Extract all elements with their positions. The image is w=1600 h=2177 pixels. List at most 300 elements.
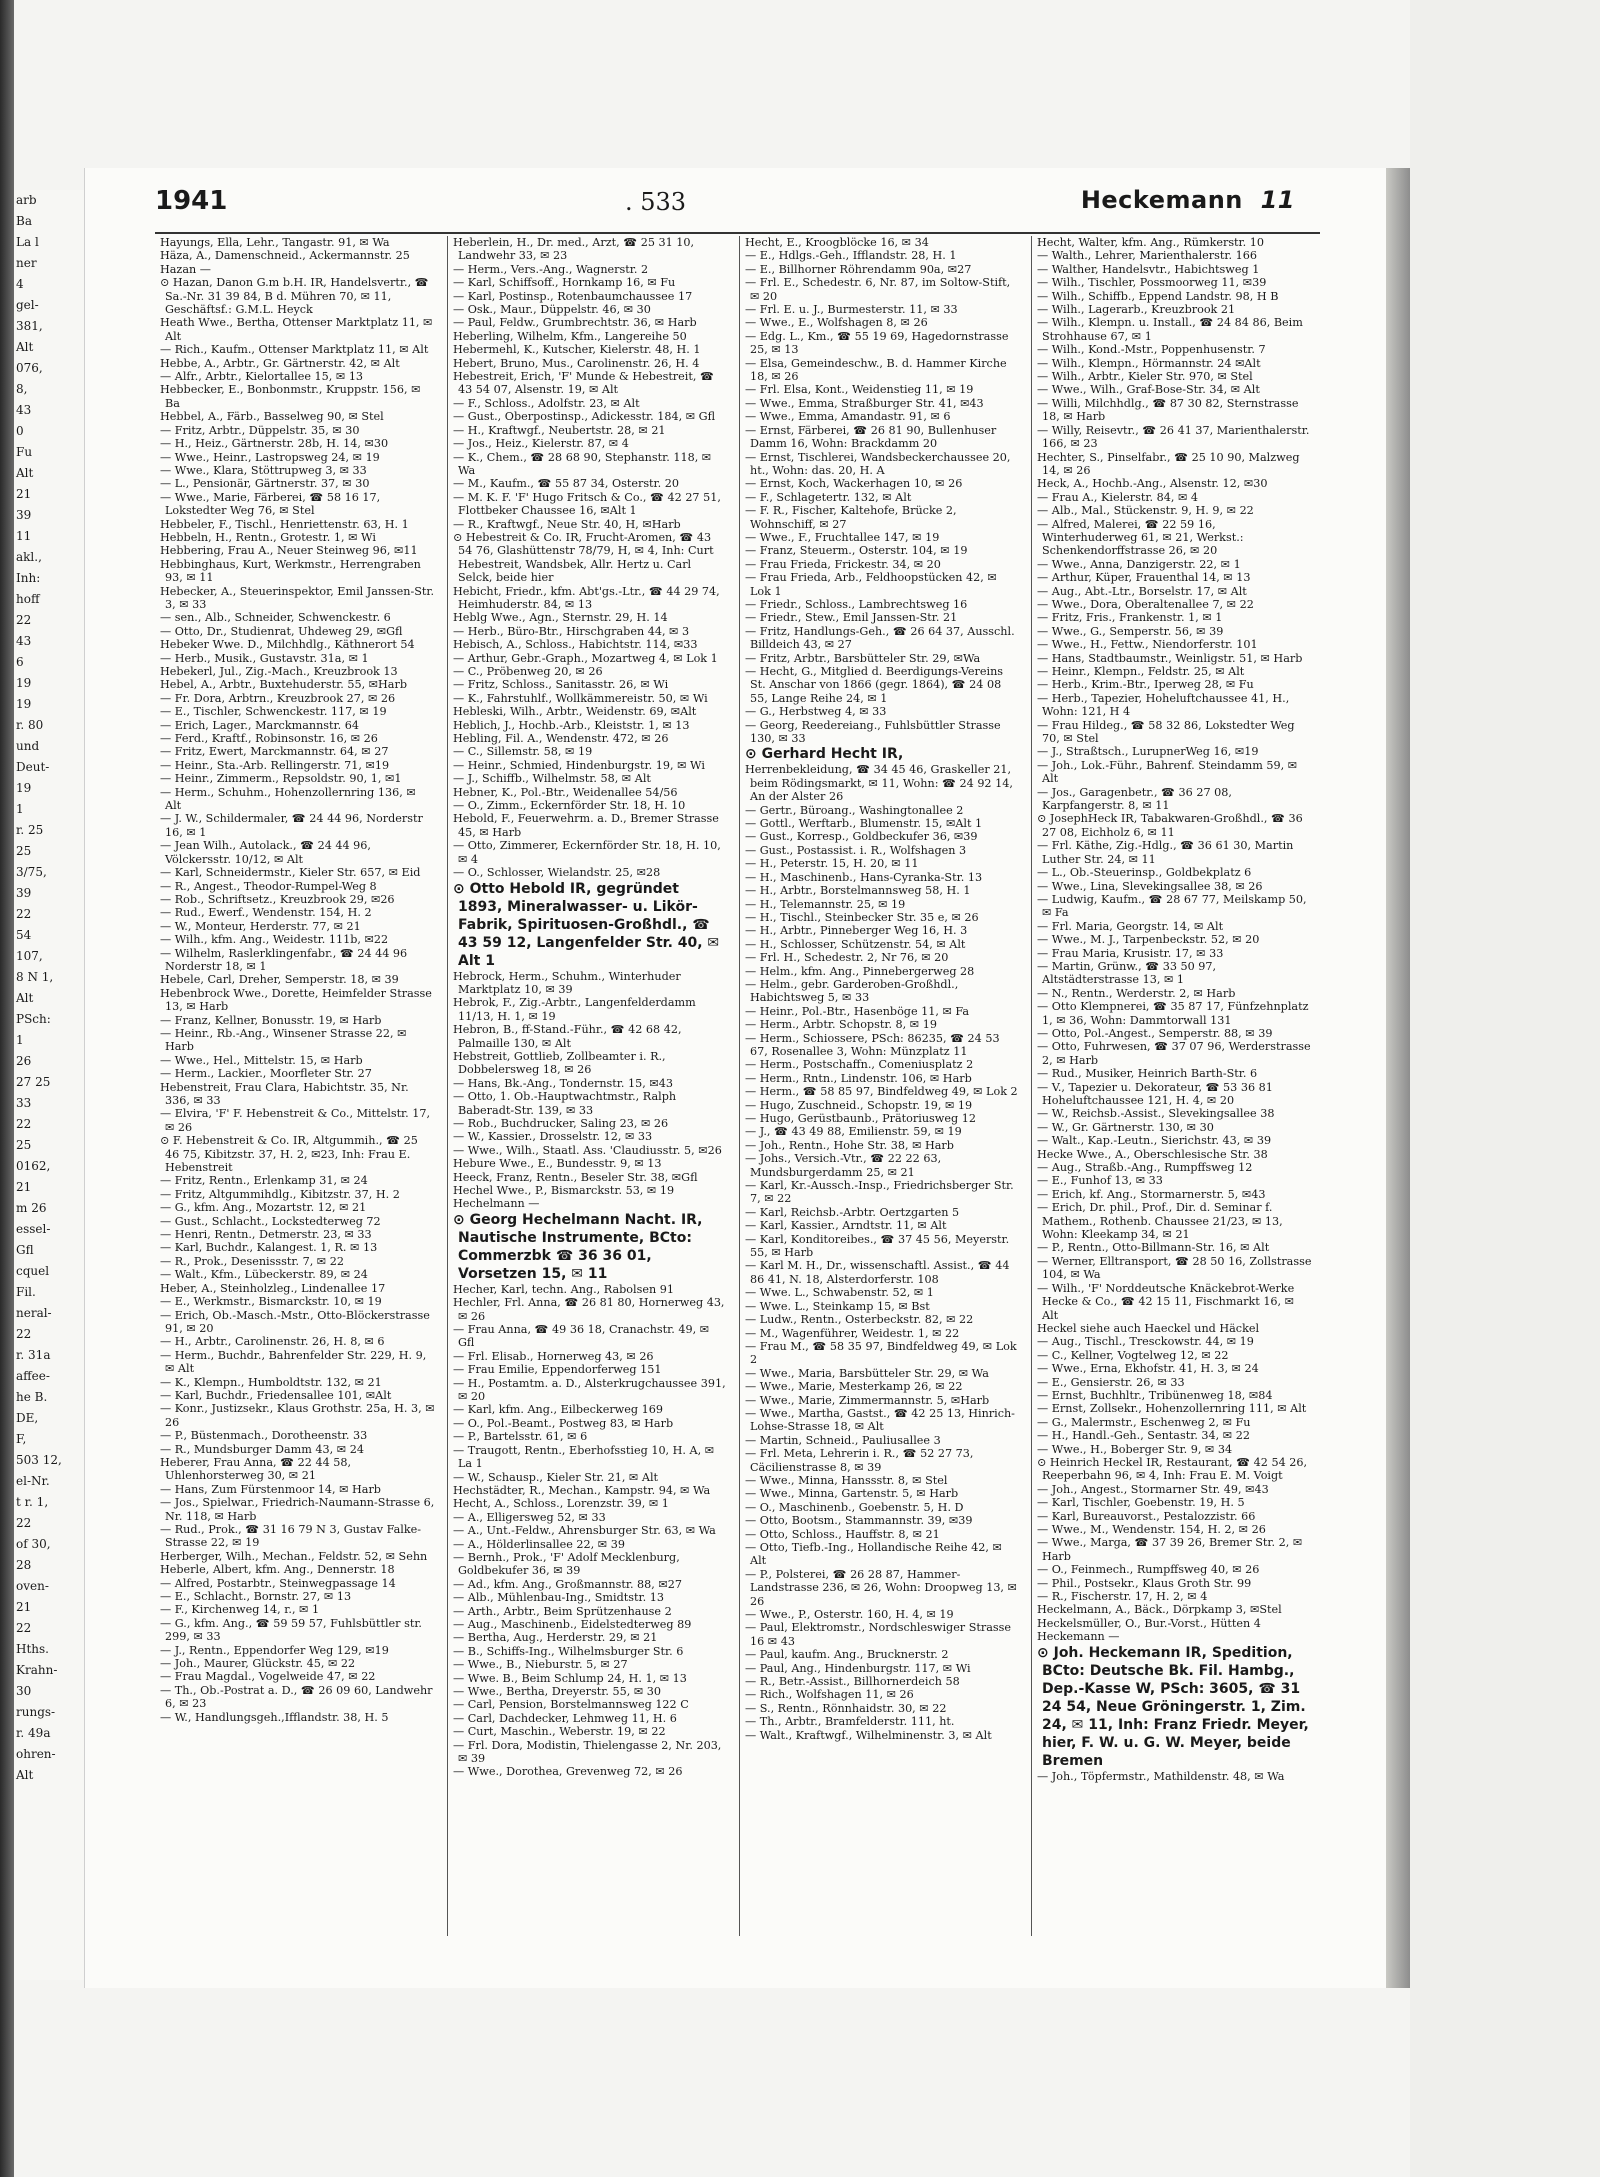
directory-entry: — S., Rentn., Rönnhaidstr. 30, ✉ 22 <box>745 1701 947 1715</box>
directory-entry: — K., Klempn., Humboldtstr. 132, ✉ 21 <box>160 1375 382 1389</box>
gutter-fragment: Deut- <box>16 760 50 774</box>
directory-entry: — Wwe., G., Semperstr. 56, ✉ 39 <box>1037 624 1224 638</box>
directory-entry: — Wwe., Emma, Straßburger Str. 41, ✉43 <box>745 396 984 410</box>
directory-entry: — Curt, Maschin., Weberstr. 19, ✉ 22 <box>453 1725 666 1739</box>
directory-entry: Heath Wwe., Bertha, Ottenser Marktplatz 11, ✉ Alt <box>160 316 433 343</box>
directory-entry: — O., Feinmech., Rumpffsweg 40, ✉ 26 <box>1037 1563 1260 1577</box>
directory-entry: Hebicht, Friedr., kfm. Abt'gs.-Ltr., ☎ 44 29 74, Heimhuderstr. 84, ✉ 13 <box>453 584 720 611</box>
directory-entry: — Fritz, Schloss., Sanitasstr. 26, ✉ Wi <box>453 678 669 692</box>
directory-entry: — Wilh., Schiffb., Eppend Landstr. 98, H B <box>1037 289 1279 303</box>
directory-entry: — Herm., Rntn., Lindenstr. 106, ✉ Harb <box>745 1071 972 1085</box>
directory-entry: — Herm., Schuhm., Hohenzollernring 136, ✉ Alt <box>160 785 416 813</box>
directory-entry: — E., Funhof 13, ✉ 33 <box>1037 1174 1163 1188</box>
gutter-fragment: 21 <box>16 1600 32 1614</box>
directory-entry: — Th., Ob.-Postrat a. D., ☎ 26 09 60, Landwehr 6, ✉ 23 <box>160 1683 433 1711</box>
directory-entry: — Frl. E., Schedestr. 6, Nr. 87, im Soltow-Stift, ✉ 20 <box>745 276 1011 303</box>
directory-entry: Hecht, Walter, kfm. Ang., Rümkerstr. 10 <box>1037 236 1265 249</box>
directory-entry: — Wilh., 'F' Norddeutsche Knäckebrot-Werke Hecke & Co., ☎ 42 15 11, Fischmarkt 16, ✉ Alt <box>1037 1281 1295 1322</box>
directory-entry: — Hans, Stadtbaumstr., Weinligstr. 51, ✉ Harb <box>1037 651 1303 665</box>
directory-entry: — Frl. Maria, Georgstr. 14, ✉ Alt <box>1037 919 1224 933</box>
directory-entry: Hebbe, A., Arbtr., Gr. Gärtnerstr. 42, ✉ Alt <box>160 356 400 370</box>
directory-entry: Hecht, E., Kroogblöcke 16, ✉ 34 <box>745 236 929 249</box>
directory-entry: — Friedr., Schloss., Lambrechtsweg 16 <box>745 597 968 611</box>
directory-entry: — Wwe. L., Schwabenstr. 52, ✉ 1 <box>745 1286 934 1300</box>
directory-entry: — Paul, Feldw., Grumbrechtstr. 36, ✉ Harb <box>453 316 697 330</box>
column-2 <box>447 236 732 1936</box>
directory-entry: — Fritz, Fris., Frankenstr. 1, ✉ 1 <box>1037 611 1223 625</box>
directory-entry: — Otto, Tiefb.-Ing., Hollandische Reihe 42, ✉ Alt <box>745 1541 1002 1568</box>
directory-entry: Häza, A., Damenschneid., Ackermannstr. 25 <box>160 249 410 263</box>
directory-entry: — Erich, Ob.-Masch.-Mstr., Otto-Blöckerstrasse 91, ✉ 20 <box>160 1308 430 1335</box>
directory-entry: — Wwe. L., Steinkamp 15, ✉ Bst <box>745 1299 930 1313</box>
gutter-fragment: arb <box>16 193 37 207</box>
directory-entry: — Herm., ☎ 58 85 97, Bindfeldweg 49, ✉ Lok 2 <box>745 1085 1018 1099</box>
directory-entry: — Arth., Arbtr., Beim Sprützenhause 2 <box>453 1604 672 1618</box>
directory-entry: Hebling, Fil. A., Wendenstr. 472, ✉ 26 <box>453 732 669 746</box>
gutter-fragment: 0162, <box>16 1159 51 1173</box>
directory-entry: — Ernst, Koch, Wackerhagen 10, ✉ 26 <box>745 477 963 491</box>
directory-entry: Heberling, Wilhelm, Kfm., Langereihe 50 <box>453 329 687 343</box>
directory-entry: — F., Schloss., Adolfstr. 23, ✉ Alt <box>453 396 640 410</box>
directory-entry: — Ad., kfm. Ang., Großmannstr. 88, ✉27 <box>453 1577 683 1591</box>
directory-entry: ⊙ Joh. Heckemann IR, Spedition, BCto: Deutsche Bk. Fil. Hambg., Dep.-Kasse W, PSch: 3605, ☎ 31 24 54, Neue Gröningerstr. 1, Zim. 24, ✉ 11, Inh: Franz Friedr. Meyer, hier, F. W. u. G. W. Meyer, beide Bremen <box>1037 1644 1309 1769</box>
directory-entry: — Wilh., Arbtr., Kieler Str. 970, ✉ Stel <box>1037 370 1253 384</box>
scan-edge <box>0 0 14 2177</box>
directory-entry: — Friedr., Stew., Emil Janssen-Str. 21 <box>745 611 958 625</box>
directory-entry: Heberer, Frau Anna, ☎ 22 44 58, Uhlenhorsterweg 30, ✉ 21 <box>160 1455 352 1483</box>
directory-entry: Hebestreit, Erich, 'F' Munde & Hebestreit, ☎ 43 54 07, Alsenstr. 19, ✉ Alt <box>453 370 714 397</box>
directory-entry: — W., Reichsb.-Assist., Slevekingsallee 38 <box>1037 1107 1275 1121</box>
gutter-fragment: und <box>16 739 40 753</box>
directory-entry: — Karl, Bureauvorst., Pestalozzistr. 66 <box>1037 1509 1256 1523</box>
gutter-fragment: 39 <box>16 886 32 900</box>
directory-entry: — Elvira, 'F' F. Hebenstreit & Co., Mittelstr. 17, ✉ 26 <box>160 1107 431 1134</box>
gutter-fragment: ner <box>16 256 37 270</box>
gutter-fragment: rungs- <box>16 1705 56 1719</box>
directory-entry: — Erich, kf. Ang., Stormarnerstr. 5, ✉43 <box>1037 1187 1266 1201</box>
directory-entry: — Gust., Korresp., Goldbeckufer 36, ✉39 <box>745 830 978 844</box>
gutter-fragment: ohren- <box>16 1747 56 1761</box>
directory-entry: Hecke Wwe., A., Oberschlesische Str. 38 <box>1037 1147 1268 1161</box>
directory-entry: — R., Mundsburger Damm 43, ✉ 24 <box>160 1442 364 1456</box>
directory-entry: — Otto, Dr., Studienrat, Uhdeweg 29, ✉Gfl <box>160 624 403 638</box>
directory-entry: — N., Rentn., Werderstr. 2, ✉ Harb <box>1037 986 1236 1000</box>
directory-entry: — Frau A., Kielerstr. 84, ✉ 4 <box>1037 490 1198 504</box>
directory-entry: — H., Handl.-Geh., Sentastr. 34, ✉ 22 <box>1037 1429 1250 1443</box>
directory-entry: — Heinr., Pol.-Btr., Hasenböge 11, ✉ Fa <box>745 1004 970 1018</box>
directory-entry: — Aug., Maschinenb., Eidelstedterweg 89 <box>453 1617 692 1631</box>
directory-entry: Heck, A., Hochb.-Ang., Alsenstr. 12, ✉30 <box>1037 477 1268 491</box>
directory-entry: — Wilh., Klempn., Hörmannstr. 24 ✉Alt <box>1037 356 1261 370</box>
directory-entry: — Ludw., Rentn., Osterbeckstr. 82, ✉ 22 <box>745 1313 974 1327</box>
gutter-fragment: 6 <box>16 655 24 669</box>
directory-entry: — K., Fahrstuhlf., Wollkämmereistr. 50, ✉ Wi <box>453 691 708 705</box>
directory-entry: — Paul, Elektromstr., Nordschleswiger Strasse 16 ✉ 43 <box>745 1621 1011 1648</box>
gutter-fragment: 54 <box>16 928 32 942</box>
directory-entry: — R., Betr.-Assist., Billhornerdeich 58 <box>745 1675 960 1689</box>
gutter-fragment: he B. <box>16 1390 48 1404</box>
directory-entry: Hebbecker, E., Bonbonmstr., Kruppstr. 156, ✉ Ba <box>160 383 421 410</box>
directory-entry: — R., Kraftwgf., Neue Str. 40, H, ✉Harb <box>453 517 681 531</box>
directory-entry: — Phil., Postsekr., Klaus Groth Str. 99 <box>1037 1576 1252 1590</box>
gutter-fragment: cquel <box>16 1264 50 1278</box>
directory-entry: — Walther, Handelsvtr., Habichtsweg 1 <box>1037 262 1260 276</box>
gutter-fragment: 8 N 1, <box>16 970 54 984</box>
directory-entry: — Herb., Tapezier, Hoheluftchaussee 41, H., Wohn: 121, H 4 <box>1037 691 1290 719</box>
directory-entry: — Karl, Kassier., Arndtstr. 11, ✉ Alt <box>745 1219 947 1233</box>
page-header <box>155 186 1315 226</box>
directory-entry: — R., Angest., Theodor-Rumpel-Weg 8 <box>160 879 377 893</box>
gutter-fragment: hoff <box>16 592 40 606</box>
directory-entry: — Th., Arbtr., Bramfelderstr. 111, ht. <box>745 1715 955 1729</box>
directory-entry: — Paul, Ang., Hindenburgstr. 117, ✉ Wi <box>745 1661 971 1675</box>
directory-entry: — Fritz, Arbtr., Düppelstr. 35, ✉ 30 <box>160 423 360 437</box>
directory-entry: — P., Büstenmach., Dorotheenstr. 33 <box>160 1429 368 1443</box>
directory-entry: — C., Pröbenweg 20, ✉ 26 <box>453 665 603 678</box>
directory-entry: — Wwe., B., Nieburstr. 5, ✉ 27 <box>453 1658 628 1672</box>
directory-entry: — Rud., Musiker, Heinrich Barth-Str. 6 <box>1037 1067 1258 1081</box>
gutter-fragment: 39 <box>16 508 32 522</box>
directory-entry: — Rud., Ewerf., Wendenstr. 154, H. 2 <box>160 906 372 920</box>
directory-entry: — Walt., Kap.-Leutn., Sierichstr. 43, ✉ 39 <box>1037 1134 1272 1148</box>
directory-entry: — Gertr., Büroang., Washingtonallee 2 <box>745 803 964 817</box>
gutter-fragment: t r. 1, <box>16 1495 49 1509</box>
directory-entry: — Herm., Arbtr. Schopstr. 8, ✉ 19 <box>745 1018 937 1032</box>
directory-entry: — J. W., Schildermaler, ☎ 24 44 96, Norderstr 16, ✉ 1 <box>160 812 423 839</box>
directory-entry: — Karl, Tischler, Goebenstr. 19, H. 5 <box>1037 1496 1245 1510</box>
directory-entry: — W., Handlungsgeh.,Ifflandstr. 38, H. 5 <box>160 1710 389 1724</box>
column-3 <box>739 236 1024 1936</box>
gutter-fragment: Alt <box>16 466 34 480</box>
directory-entry: — Fr. Dora, Arbtrn., Kreuzbrook 27, ✉ 26 <box>160 691 396 705</box>
gutter-fragment: r. 80 <box>16 718 44 732</box>
directory-entry: — Herm., Vers.-Ang., Wagnerstr. 2 <box>453 262 649 276</box>
directory-entry: — Wwe., Wilh., Staatl. Ass. 'Claudiusstr. 5, ✉26 <box>453 1143 722 1157</box>
directory-entry: — Joh., Angest., Stormarner Str. 49, ✉43 <box>1037 1482 1269 1496</box>
directory-entry: ⊙ Heinrich Heckel IR, Restaurant, ☎ 42 54 26, Reeperbahn 96, ✉ 4, Inh: Frau E. M. Voigt <box>1037 1455 1308 1483</box>
directory-entry: — Frau Frieda, Arb., Feldhoopstücken 42, ✉ Lok 1 <box>745 571 997 598</box>
directory-entry: — Otto, Pol.-Angest., Semperstr. 88, ✉ 39 <box>1037 1026 1273 1040</box>
scan-background <box>1410 0 1600 2177</box>
directory-entry: — Hugo, Gerüstbaunb., Prätoriusweg 12 <box>745 1112 976 1125</box>
directory-entry: — Alb., Mühlenbau-Ing., Smidtstr. 13 <box>453 1591 664 1605</box>
directory-entry: — W., Kassier., Drosselstr. 12, ✉ 33 <box>453 1130 653 1144</box>
directory-entry: — Wwe., Bertha, Dreyerstr. 55, ✉ 30 <box>453 1685 661 1698</box>
directory-entry: — Wwe., Emma, Amandastr. 91, ✉ 6 <box>745 410 951 424</box>
directory-entry: — Wwe., P., Osterstr. 160, H. 4, ✉ 19 <box>745 1608 954 1622</box>
directory-entry: — Gust., Postassist. i. R., Wolfshagen 3 <box>745 843 967 857</box>
gutter-fragment: 33 <box>16 1096 32 1110</box>
directory-entry: Hebenstreit, Frau Clara, Habichtstr. 35, Nr. 336, ✉ 33 <box>160 1080 409 1107</box>
gutter-fragment: el-Nr. <box>16 1474 50 1488</box>
directory-entry: Heckelsmüller, O., Bur.-Vorst., Hütten 4 <box>1037 1616 1261 1630</box>
directory-entry: — H., Heiz., Gärtnerstr. 28b, H. 14, ✉30 <box>160 437 389 451</box>
directory-entry: — Alfred, Malerei, ☎ 22 59 16, Winterhuderweg 61, ✉ 21, Werkst.: Schenkendorffstrasse 26, ✉ 20 <box>1037 517 1244 558</box>
directory-entry: — Karl, Buchdr., Kalangest. 1, R. ✉ 13 <box>160 1241 378 1255</box>
gutter-fragment: oven- <box>16 1579 49 1593</box>
gutter-fragment: 19 <box>16 781 32 795</box>
directory-entry: — F., Kirchenweg 14, r., ✉ 1 <box>160 1603 320 1617</box>
directory-entry: Heckel siehe auch Haeckel und Häckel <box>1037 1321 1260 1335</box>
directory-entry: — Hugo, Zuschneid., Schopstr. 19, ✉ 19 <box>745 1098 973 1112</box>
directory-entry: — Rob., Buchdrucker, Saling 23, ✉ 26 <box>453 1116 669 1130</box>
directory-entry: — Willi, Milchhdlg., ☎ 87 30 82, Sternstrasse 18, ✉ Harb <box>1037 396 1299 424</box>
gutter-fragment: r. 31a <box>16 1348 51 1362</box>
gutter-fragment: DE, <box>16 1411 39 1425</box>
directory-entry: — Hans, Zum Fürstenmoor 14, ✉ Harb <box>160 1482 381 1496</box>
gutter-fragment: PSch: <box>16 1012 51 1026</box>
directory-entry: — Heinr., Sta.-Arb. Rellingerstr. 71, ✉19 <box>160 758 390 772</box>
directory-entry: — Konr., Justizsekr., Klaus Grothstr. 25a, H. 3, ✉ 26 <box>160 1402 435 1429</box>
directory-entry: — Alb., Mal., Stückenstr. 9, H. 9, ✉ 22 <box>1037 504 1254 518</box>
gutter-fragment: 503 12, <box>16 1453 62 1467</box>
directory-entry: Hebeker Wwe. D., Milchhdlg., Käthnerort 54 <box>160 638 415 652</box>
gutter-fragment: 43 <box>16 634 32 648</box>
directory-entry: Hebold, F., Feuerwehrm. a. D., Bremer Strasse 45, ✉ Harb <box>453 812 719 839</box>
directory-entry: — Alfr., Arbtr., Kielortallee 15, ✉ 13 <box>160 370 364 384</box>
directory-entry: — Franz, Steuerm., Osterstr. 104, ✉ 19 <box>745 544 968 558</box>
gutter-fragment: of 30, <box>16 1537 51 1551</box>
gutter-fragment: 43 <box>16 403 32 417</box>
directory-entry: — Wwe., H., Boberger Str. 9, ✉ 34 <box>1037 1442 1233 1456</box>
gutter-fragment: 1 <box>16 1033 24 1047</box>
directory-entry: — Otto Klempnerei, ☎ 35 87 17, Fünfzehnplatz 1, ✉ 36, Wohn: Dammtorwall 131 <box>1037 1000 1309 1027</box>
directory-entry: — Walt., Kfm., Lübeckerstr. 89, ✉ 24 <box>160 1268 368 1282</box>
directory-entry: — Aug., Tischl., Tresckowstr. 44, ✉ 19 <box>1037 1335 1254 1349</box>
directory-entry: — G., kfm. Ang., Mozartstr. 12, ✉ 21 <box>160 1201 367 1215</box>
directory-entry: — P., Rentn., Otto-Billmann-Str. 16, ✉ Alt <box>1037 1241 1270 1255</box>
directory-entry: — Arthur, Gebr.-Graph., Mozartweg 4, ✉ Lok 1 <box>453 651 718 665</box>
directory-entry: — E., Gensierstr. 26, ✉ 33 <box>1037 1375 1185 1389</box>
directory-entry: — J., Schiffb., Wilhelmstr. 58, ✉ Alt <box>453 772 651 786</box>
directory-entry: Hechstädter, R., Mechan., Kampstr. 94, ✉ Wa <box>453 1483 711 1497</box>
directory-entry: — Joh., Rentn., Hohe Str. 38, ✉ Harb <box>745 1138 954 1152</box>
directory-entry: — Frl. Elisab., Hornerweg 43, ✉ 26 <box>453 1349 654 1363</box>
directory-entry: — A., Hölderlinsallee 22, ✉ 39 <box>453 1537 625 1551</box>
directory-entry: — Elsa, Gemeindeschw., B. d. Hammer Kirche 18, ✉ 26 <box>745 356 1007 384</box>
directory-entry: — Wwe., Heinr., Lastropsweg 24, ✉ 19 <box>160 450 380 464</box>
directory-entry: — Wwe., M. J., Tarpenbeckstr. 52, ✉ 20 <box>1037 933 1260 947</box>
directory-entry: Hebner, K., Pol.-Btr., Weidenallee 54/56 <box>453 785 678 799</box>
directory-entry: — Frl. Dora, Modistin, Thielengasse 2, Nr. 203, ✉ 39 <box>453 1738 722 1766</box>
directory-entry: — Herb., Krim.-Btr., Iperweg 28, ✉ Fu <box>1037 678 1254 692</box>
directory-entry: Heeck, Franz, Rentn., Beseler Str. 38, ✉Gfl <box>453 1170 698 1184</box>
gutter-fragment: Krahn- <box>16 1663 58 1677</box>
directory-entry: — W., Monteur, Herderstr. 77, ✉ 21 <box>160 919 361 933</box>
gutter-fragment: gel- <box>16 298 39 312</box>
directory-entry: — Fritz, Arbtr., Barsbütteler Str. 29, ✉Wa <box>745 651 981 665</box>
gutter-fragment: 22 <box>16 1327 32 1341</box>
directory-entry: — Jos., Garagenbetr., ☎ 36 27 08, Karpfangerstr. 8, ✉ 11 <box>1037 785 1232 813</box>
directory-entry: — E., Billhorner Röhrendamm 90a, ✉27 <box>745 262 972 276</box>
directory-entry: — H., Postamtm. a. D., Alsterkrugchaussee 391, ✉ 20 <box>453 1376 726 1404</box>
gutter-fragment: Fil. <box>16 1285 36 1299</box>
directory-entry: — Wwe., Lina, Slevekingsallee 38, ✉ 26 <box>1037 879 1263 893</box>
directory-entry: — Joh., Maurer, Glückstr. 45, ✉ 22 <box>160 1657 356 1671</box>
directory-entry: — Edg. L., Km., ☎ 55 19 69, Hagedornstrasse 25, ✉ 13 <box>745 329 1009 357</box>
directory-entry: — H., Arbtr., Borstelmannsweg 58, H. 1 <box>745 884 971 898</box>
directory-entry: Hecht, A., Schloss., Lorenzstr. 39, ✉ 1 <box>453 1497 669 1511</box>
directory-entry: — Bertha, Aug., Herderstr. 29, ✉ 21 <box>453 1631 658 1645</box>
directory-entry: — Gust., Schlacht., Lockstedterweg 72 <box>160 1214 381 1228</box>
directory-entry: — Ernst, Zollsekr., Hohenzollernring 111, ✉ Alt <box>1037 1402 1307 1416</box>
gutter-fragment: 28 <box>16 1558 32 1572</box>
gutter-fragment: 27 25 <box>16 1075 51 1089</box>
directory-entry: — Jean Wilh., Autolack., ☎ 24 44 96, Völckersstr. 10/12, ✉ Alt <box>160 839 371 866</box>
directory-entry: — Jos., Spielwar., Friedrich-Naumann-Strasse 6, Nr. 118, ✉ Harb <box>160 1496 435 1523</box>
directory-entry: — Bernh., Prok., 'F' Adolf Mecklenburg, Goldbekufer 36, ✉ 39 <box>453 1550 680 1578</box>
directory-entry: — Helm., gebr. Garderoben-Großhdl., Habichtsweg 5, ✉ 33 <box>745 977 959 1005</box>
directory-entry: — H., Peterstr. 15, H. 20, ✉ 11 <box>745 857 919 871</box>
gutter-fragment: 4 <box>16 277 24 291</box>
directory-entry: — H., Telemannstr. 25, ✉ 19 <box>745 897 906 911</box>
directory-entry: — Jos., Heiz., Kielerstr. 87, ✉ 4 <box>453 437 629 451</box>
directory-entry: Hebbel, A., Färb., Basselweg 90, ✉ Stel <box>160 410 384 424</box>
directory-entry: — K., Chem., ☎ 28 68 90, Stephanstr. 118, ✉ Wa <box>453 450 712 477</box>
directory-entry: — Erich, Dr. phil., Prof., Dir. d. Seminar f. Mathem., Rothenb. Chaussee 21/23, ✉ 13, Wohn: Kleekamp 34, ✉ 21 <box>1037 1201 1283 1242</box>
directory-entry: — R., Fischerstr. 17, H. 2, ✉ 4 <box>1037 1590 1208 1604</box>
directory-entry: — Wwe., Minna, Hanssstr. 8, ✉ Stel <box>745 1473 948 1487</box>
directory-entry: — Traugott, Rentn., Eberhofsstieg 10, H. A, ✉ La 1 <box>453 1443 715 1471</box>
directory-entry: — R., Prok., Desenissstr. 7, ✉ 22 <box>160 1254 344 1268</box>
directory-entry: — Rich., Wolfshagen 11, ✉ 26 <box>745 1688 914 1702</box>
directory-entry: — Frl. Käthe, Zig.-Hdlg., ☎ 36 61 30, Martin Luther Str. 24, ✉ 11 <box>1037 839 1294 866</box>
directory-entry: Hayungs, Ella, Lehr., Tangastr. 91, ✉ Wa <box>160 236 390 249</box>
directory-entry: — P., Bartelsstr. 61, ✉ 6 <box>453 1430 588 1444</box>
gutter-fragment: neral- <box>16 1306 52 1320</box>
directory-entry: — Wwe., Marga, ☎ 37 39 26, Bremer Str. 2, ✉ Harb <box>1037 1536 1303 1563</box>
directory-entry: — Frau Maria, Krusistr. 17, ✉ 33 <box>1037 946 1224 960</box>
directory-entry: — H., Maschinenb., Hans-Cyranka-Str. 13 <box>745 870 983 884</box>
directory-entry: — V., Tapezier u. Dekorateur, ☎ 53 36 81 Hoheluftchaussee 121, H. 4, ✉ 20 <box>1037 1080 1273 1107</box>
directory-entry: — Frau Magdal., Vogelweide 47, ✉ 22 <box>160 1670 376 1684</box>
directory-entry: — Fritz, Handlungs-Geh., ☎ 26 64 37, Ausschl. Billdeich 43, ✉ 27 <box>745 624 1015 652</box>
directory-entry: — H., Arbtr., Carolinenstr. 26, H. 8, ✉ 6 <box>160 1335 385 1349</box>
directory-entry: — Helm., kfm. Ang., Pinnebergerweg 28 <box>745 964 975 978</box>
directory-entry: — Joh., Töpfermstr., Mathildenstr. 48, ✉ Wa <box>1037 1769 1285 1783</box>
directory-entry: — Wwe., Marie, Färberei, ☎ 58 16 17, Lokstedter Weg 76, ✉ Stel <box>160 490 381 518</box>
directory-entry: — Herb., Musik., Gustavstr. 31a, ✉ 1 <box>160 651 369 665</box>
directory-entry: — Wilh., Lagerarb., Kreuzbrook 21 <box>1037 303 1236 317</box>
directory-entry: — Ernst, Tischlerei, Wandsbeckerchaussee 20, ht., Wohn: das. 20, H. A <box>745 450 1011 477</box>
directory-entry: — Alfred, Postarbtr., Steinwegpassage 14 <box>160 1576 396 1590</box>
directory-entry: — Wwe., H., Fettw., Niendorferstr. 101 <box>1037 638 1258 652</box>
directory-entry: — sen., Alb., Schneider, Schwenckestr. 6 <box>160 611 391 625</box>
directory-entry: — Wwe., Martha, Gastst., ☎ 42 25 13, Hinrich-Lohse-Strasse 18, ✉ Alt <box>745 1406 1015 1434</box>
gutter-fragment: 19 <box>16 676 32 690</box>
directory-entry: Hebbeln, H., Rentn., Grotestr. 1, ✉ Wi <box>160 530 376 544</box>
column-1 <box>155 236 439 1936</box>
directory-entry: — Erich, Lager., Marckmannstr. 64 <box>160 718 359 732</box>
directory-entry: — Frau Hildeg., ☎ 58 32 86, Lokstedter Weg 70, ✉ Stel <box>1037 718 1295 746</box>
directory-entry: Heber, A., Steinholzleg., Lindenallee 17 <box>160 1281 386 1295</box>
gutter-fragment: 381, <box>16 319 43 333</box>
directory-entry: Heberlein, H., Dr. med., Arzt, ☎ 25 31 10, Landwehr 33, ✉ 23 <box>453 236 695 263</box>
directory-entry: Hechler, Frl. Anna, ☎ 26 81 80, Hornerweg 43, ✉ 26 <box>453 1296 725 1323</box>
directory-entry: — Otto, Zimmerer, Eckernförder Str. 18, H. 10, ✉ 4 <box>453 839 721 866</box>
directory-entry: — Henri, Rentn., Detmerstr. 23, ✉ 33 <box>160 1228 372 1242</box>
gutter-fragment: 076, <box>16 361 43 375</box>
directory-entry: — Wwe., Marie, Zimmermannstr. 5, ✉Harb <box>745 1393 990 1407</box>
directory-entry: — H., Tischl., Steinbecker Str. 35 e, ✉ 26 <box>745 910 979 924</box>
directory-entry: Hebert, Bruno, Mus., Carolinenstr. 26, H. 4 <box>453 356 700 370</box>
directory-entry: Hechter, S., Pinselfabr., ☎ 25 10 90, Malzweg 14, ✉ 26 <box>1037 450 1300 477</box>
gutter-fragment: 21 <box>16 487 32 501</box>
gutter-fragment: Alt <box>16 340 34 354</box>
directory-entry: — B., Schiffs-Ing., Wilhelmsburger Str. 6 <box>453 1644 684 1658</box>
directory-entry: Hebele, Carl, Dreher, Semperstr. 18, ✉ 39 <box>160 973 399 987</box>
gutter-fragment: 21 <box>16 1180 32 1194</box>
directory-entry: Heberle, Albert, kfm. Ang., Dennerstr. 18 <box>160 1563 395 1577</box>
directory-entry: ⊙ Hebestreit & Co. IR, Frucht-Aromen, ☎ 43 54 76, Glashüttenstr 78/79, H, ✉ 4, Inh: Curt Hebestreit, Wandsbek, Allr. Hertz u. Carl Selck, beide hier <box>453 530 714 585</box>
directory-entry: — Ernst, Buchhltr., Tribünenweg 18, ✉84 <box>1037 1388 1273 1402</box>
directory-entry: — L., Ob.-Steuerinsp., Goldbekplatz 6 <box>1037 866 1252 880</box>
directory-entry: — Otto, 1. Ob.-Hauptwachtmstr., Ralph Baberadt-Str. 139, ✉ 33 <box>453 1090 677 1117</box>
directory-entry: — Georg, Reedereiang., Fuhlsbüttler Strasse 130, ✉ 33 <box>745 718 1001 746</box>
page-number: . 533 <box>625 188 687 216</box>
gutter-fragment: affee- <box>16 1369 50 1383</box>
directory-entry: Hebel, A., Arbtr., Buxtehuderstr. 55, ✉Harb <box>160 678 407 692</box>
directory-entry: — Rich., Kaufm., Ottenser Marktplatz 11, ✉ Alt <box>160 343 429 357</box>
gutter-fragment: 26 <box>16 1054 32 1068</box>
directory-entry: — O., Zimm., Eckernförder Str. 18, H. 10 <box>453 799 686 813</box>
directory-entry: — Wwe., Wilh., Graf-Bose-Str. 34, ✉ Alt <box>1037 383 1260 397</box>
directory-entry: — Franz, Kellner, Bonusstr. 19, ✉ Harb <box>160 1013 382 1027</box>
directory-entry: — Hecht, G., Mitglied d. Beerdigungs-Vereins St. Anschar von 1866 (gegr. 1864), ☎ 24 08 55, Lange Reihe 24, ✉ 1 <box>745 665 1004 705</box>
directory-entry: — Hans, Bk.-Ang., Tondernstr. 15, ✉43 <box>453 1076 673 1090</box>
directory-entry: — Joh., Lok.-Führ., Bahrenf. Steindamm 59, ✉ Alt <box>1037 758 1298 786</box>
directory-entry: — Martin, Grünw., ☎ 33 50 97, Altstädterstrasse 13, ✉ 1 <box>1037 959 1217 987</box>
gutter-fragment: Ba <box>16 214 32 228</box>
directory-entry: Herrenbekleidung, ☎ 34 45 46, Graskeller 21, beim Rödingsmarkt, ✉ 11, Wohn: ☎ 24 92 14, An der Alster 26 <box>745 763 1013 804</box>
gutter-fragment: 25 <box>16 844 32 858</box>
gutter-fragment: m 26 <box>16 1201 47 1215</box>
directory-entry: Hebrok, F., Zig.-Arbtr., Langenfelderdamm 11/13, H. 1, ✉ 19 <box>453 996 696 1023</box>
directory-entry: — M., Kaufm., ☎ 55 87 34, Osterstr. 20 <box>453 477 680 491</box>
directory-entry: — Frl. Meta, Lehrerin i. R., ☎ 52 27 73, Cäcilienstrasse 8, ✉ 39 <box>745 1447 974 1474</box>
directory-entry: ⊙ Gerhard Hecht IR, <box>745 746 904 763</box>
directory-entry: Hebrock, Herm., Schuhm., Winterhuder Marktplatz 10, ✉ 39 <box>453 969 681 996</box>
directory-entry: Hechelmann — <box>453 1197 540 1211</box>
gutter-fragment: Alt <box>16 991 34 1005</box>
directory-entry: — Wwe., Maria, Barsbütteler Str. 29, ✉ Wa <box>745 1366 989 1380</box>
gutter-fragment: 8, <box>16 382 28 396</box>
directory-entry: — Otto, Bootsm., Stammannstr. 39, ✉39 <box>745 1514 973 1528</box>
directory-entry: — G., Malermstr., Eschenweg 2, ✉ Fu <box>1037 1415 1251 1429</box>
directory-entry: — Herm., Buchdr., Bahrenfelder Str. 229, H. 9, ✉ Alt <box>160 1348 427 1376</box>
directory-entry: — Heinr., Schmied, Hindenburgstr. 19, ✉ Wi <box>453 758 705 772</box>
directory-entry: — Carl, Dachdecker, Lehmweg 11, H. 6 <box>453 1711 677 1725</box>
directory-entry: — G., kfm. Ang., ☎ 59 59 57, Fuhlsbüttler str. 299, ✉ 33 <box>160 1616 422 1644</box>
directory-entry: — F. R., Fischer, Kaltehofe, Brücke 2, Wohnschiff, ✉ 27 <box>745 504 957 531</box>
directory-entry: — Otto, Schloss., Hauffstr. 8, ✉ 21 <box>745 1527 940 1541</box>
directory-entry: — Karl M. H., Dr., wissenschaftl. Assist., ☎ 44 86 41, N. 18, Alsterdorferstr. 108 <box>745 1259 1010 1286</box>
directory-entry: — Wilh., Kond.-Mstr., Poppenhusenstr. 7 <box>1037 343 1266 357</box>
directory-entry: Hebstreit, Gottlieb, Zollbeamter i. R., Dobbelersweg 18, ✉ 26 <box>453 1049 666 1077</box>
directory-entry: — M., Wagenführer, Weidestr. 1, ✉ 22 <box>745 1326 960 1340</box>
directory-entry: — Wwe. B., Beim Schlump 24, H. 1, ✉ 13 <box>453 1671 687 1685</box>
directory-entry: — Frl. Elsa, Kont., Weidenstieg 11, ✉ 19 <box>745 383 974 397</box>
directory-entry: — Karl, Konditoreibes., ☎ 37 45 56, Meyerstr. 55, ✉ Harb <box>745 1232 1010 1260</box>
directory-entry: — Wwe., M., Wendenstr. 154, H. 2, ✉ 26 <box>1037 1523 1266 1536</box>
directory-entry: Hecher, Karl, techn. Ang., Rabolsen 91 <box>453 1282 674 1296</box>
directory-entry: Hebbering, Frau A., Neuer Steinweg 96, ✉11 <box>160 544 418 558</box>
running-title-word: Heckemann <box>1080 186 1243 214</box>
gutter-fragment: 25 <box>16 1138 32 1152</box>
directory-entry: ⊙ Otto Hebold IR, gegründet 1893, Mineralwasser- u. Likör-Fabrik, Spirituosen-Großhdl., ☎ 43 59 12, Langenfelder Str. 40, ✉ Alt 1 <box>453 880 720 969</box>
directory-entry: — Karl, Postinsp., Rotenbaumchaussee 17 <box>453 289 693 303</box>
directory-entry: — Karl, Buchdr., Friedensallee 101, ✉Alt <box>160 1388 392 1402</box>
